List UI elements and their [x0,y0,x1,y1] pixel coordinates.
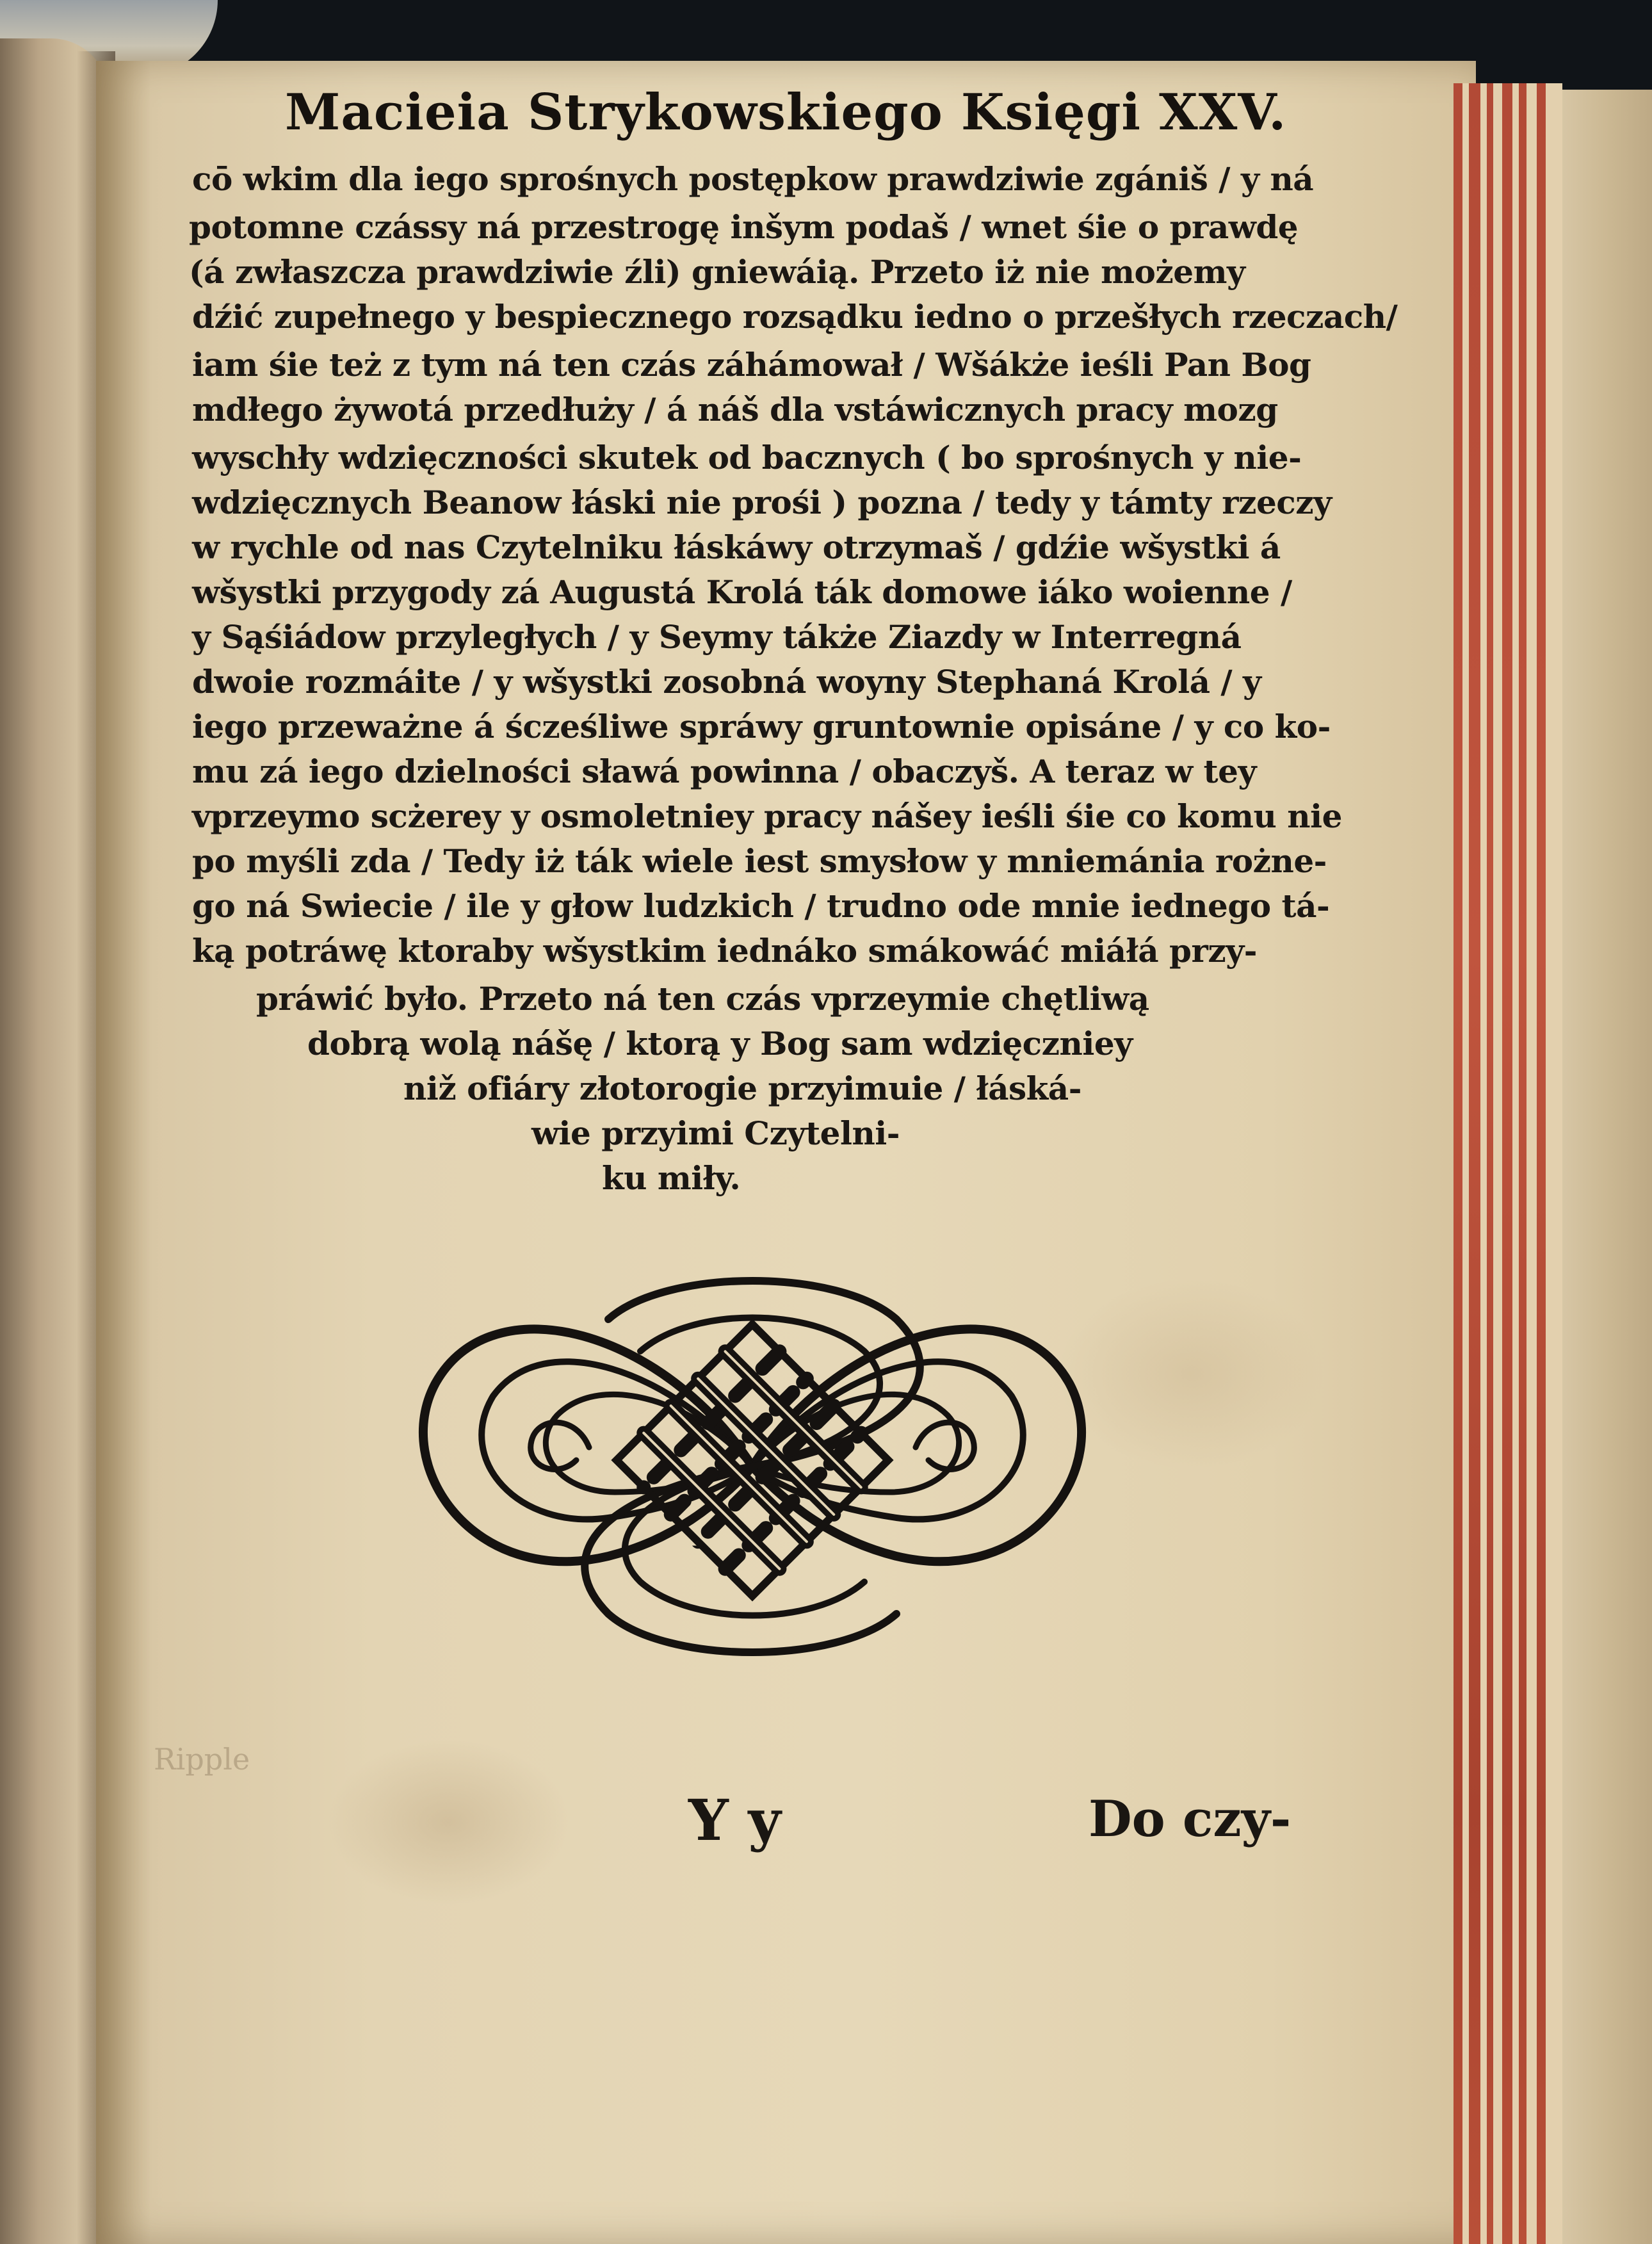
red-page-edge [1519,83,1526,2244]
red-page-edge [1469,83,1480,2244]
faint-bleed-through: Ripple [154,1742,250,1776]
page-edge-gap [1546,83,1562,2244]
red-page-edge [1454,83,1462,2244]
text-line: w rychle od nas Czytelniku łáskáwy otrzymaš / gdźie wšystki á [192,528,1281,566]
red-page-edge [1502,83,1512,2244]
page-edge-gap [1512,83,1519,2244]
text-line: po myśli zda / Tedy iż ták wiele iest smysłow y mniemánia rożne- [192,842,1327,880]
text-line: (á zwłaszcza prawdziwie źli) gniewáią. Przeto iż nie możemy [189,253,1245,291]
interlace-ornament-icon [397,1255,1108,1678]
text-line: ku miły. [602,1159,741,1197]
text-line: dźić zupełnego y bespiecznego rozsądku iedno o przešłych rzeczach/ [192,298,1398,336]
page-edge-gap [1526,83,1537,2244]
catchword: Do czy- [1089,1790,1292,1848]
text-line: go ná Swiecie / ile y głow ludzkich / trudno ode mnie iednego tá- [192,887,1330,925]
text-line: wie przyimi Czytelni- [531,1114,900,1152]
text-line: vprzeymo scżerey y osmoletniey pracy nášey ieśli śie co komu nie [192,797,1342,835]
text-line: dwoie rozmáite / y wšystki zosobná woyny Stephaná Krolá / y [192,663,1261,701]
text-line: iego przeważne á ścześliwe spráwy gruntownie opisáne / y co ko- [192,708,1331,745]
red-page-edge [1487,83,1493,2244]
text-line: wdzięcznych Beanow łáski nie prośi ) pozna / tedy y támty rzeczy [192,484,1332,521]
text-line: potomne czássy ná przestrogę inšym podaš / wnet śie o prawdę [189,208,1299,246]
text-line: mdłego żywotá przedłuży / á náš dla vstáwicznych pracy mozg [192,391,1278,428]
book-page [96,61,1476,2244]
right-page-block [1562,90,1652,2244]
text-line: wšystki przygody zá Augustá Krolá ták domowe iáko woienne / [192,573,1292,611]
paper-stain [327,1739,570,1905]
page-edge-gap [1462,83,1469,2244]
running-head: Macieia Strykowskiego Księgi XXV. [285,83,1287,142]
text-line: iam śie też z tym ná ten czás záhámował / Wšákże ieśli Pan Bog [192,346,1311,384]
text-line: mu zá iego dzielności sławá powinna / obaczyš. A teraz w tey [192,752,1257,790]
page-edge-gap [1480,83,1487,2244]
text-line: niž ofiáry złotorogie przyimuie / łáská- [403,1069,1081,1107]
text-line: dobrą wolą nášę / ktorą y Bog sam wdzięczniey [307,1025,1133,1062]
text-line: wyschły wdzięczności skutek od bacznych ( bo sprośnych y nie- [192,439,1302,476]
text-line: cō wkim dla iego sprośnych postępkow prawdziwie zgániš / y ná [192,160,1314,198]
page-edge-gap [1493,83,1502,2244]
text-line: práwić było. Przeto ná ten czás vprzeymie chętliwą [256,980,1149,1018]
red-page-edge [1537,83,1546,2244]
signature-mark: Y y [688,1787,781,1853]
text-line: y Sąśiádow przyległych / y Seymy tákże Ziazdy w Interregná [192,618,1242,656]
text-line: ką potráwę ktoraby wšystkim iednáko smákowáć miáłá przy- [192,932,1258,970]
